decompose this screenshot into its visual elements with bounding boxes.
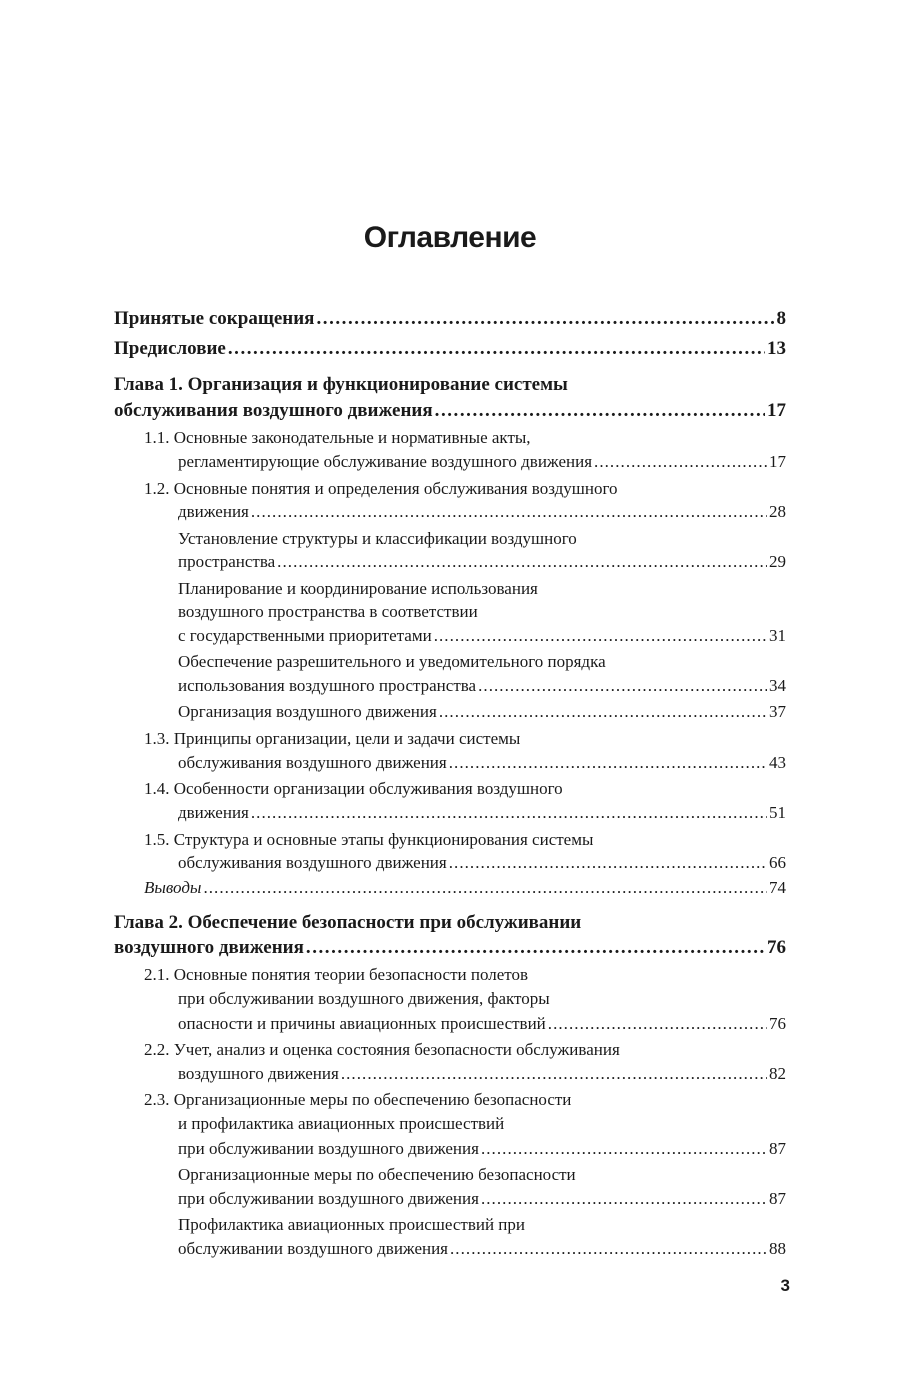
toc-entry-title: при обслуживании воздушного движения bbox=[178, 1139, 479, 1158]
dot-leader bbox=[449, 851, 767, 875]
toc-entry-title: опасности и причины авиационных происшествий bbox=[178, 1014, 546, 1033]
toc-entry-title: обслуживания воздушного движения bbox=[114, 400, 433, 421]
toc-entry-page: 74 bbox=[769, 878, 786, 897]
dot-leader bbox=[481, 1187, 767, 1211]
dot-leader bbox=[341, 1062, 767, 1086]
toc-entry[interactable] bbox=[178, 751, 786, 775]
toc-entry-page: 17 bbox=[767, 400, 786, 421]
toc-entry-title: с государственными приоритетами bbox=[178, 626, 432, 645]
dot-leader bbox=[277, 550, 767, 574]
dot-leader bbox=[450, 1237, 767, 1261]
toc-entry-title: при обслуживании воздушного движения bbox=[178, 1189, 479, 1208]
toc-entry-page: 31 bbox=[769, 626, 786, 645]
dot-leader bbox=[481, 1137, 767, 1161]
toc-entry-title: воздушного движения bbox=[114, 937, 304, 958]
toc-entry-page: 43 bbox=[769, 753, 786, 772]
dot-leader bbox=[251, 500, 767, 524]
toc-entry-page: 34 bbox=[769, 676, 786, 695]
toc-line: при обслуживании воздушного движения, факторы bbox=[178, 989, 550, 1008]
toc-entry[interactable] bbox=[178, 801, 786, 825]
toc-entry-title: движения bbox=[178, 502, 249, 521]
toc-line: 1.3. Принципы организации, цели и задачи системы bbox=[144, 729, 521, 748]
toc-line: и профилактика авиационных происшествий bbox=[178, 1114, 505, 1133]
toc-chapter-title: Глава 2. Обеспечение безопасности при обслуживании bbox=[114, 912, 582, 933]
dot-leader bbox=[434, 624, 767, 648]
toc-entry-page: 28 bbox=[769, 502, 786, 521]
toc-entry[interactable] bbox=[178, 1187, 786, 1211]
toc-line: 2.1. Основные понятия теории безопасности полетов bbox=[144, 965, 529, 984]
dot-leader bbox=[594, 450, 767, 474]
toc-line: 1.1. Основные законодательные и нормативные акты, bbox=[144, 428, 531, 447]
toc-entry[interactable] bbox=[178, 624, 786, 648]
toc-line: 1.2. Основные понятия и определения обслуживания воздушного bbox=[144, 479, 618, 498]
toc-entry-title: Организация воздушного движения bbox=[178, 702, 437, 721]
toc-entry-page: 13 bbox=[767, 338, 786, 359]
toc-entry-page: 87 bbox=[769, 1189, 786, 1208]
toc-line: 2.2. Учет, анализ и оценка состояния безопасности обслуживания bbox=[144, 1040, 620, 1059]
toc-entry[interactable] bbox=[114, 337, 786, 361]
toc-entry-title: использования воздушного пространства bbox=[178, 676, 477, 695]
toc-entry[interactable] bbox=[178, 1137, 786, 1161]
page-title: Оглавление bbox=[363, 221, 537, 254]
toc-entry-page: 8 bbox=[776, 308, 786, 329]
toc-line: Организационные меры по обеспечению безопасности bbox=[178, 1165, 576, 1184]
toc-entry-title: пространства bbox=[178, 552, 276, 571]
toc-entry[interactable] bbox=[114, 307, 786, 331]
toc-entry-title: Предисловие bbox=[114, 338, 226, 359]
toc-entry-title: Выводы bbox=[144, 878, 202, 897]
toc-line: 1.4. Особенности организации обслуживания воздушного bbox=[144, 779, 563, 798]
dot-leader bbox=[478, 674, 767, 698]
toc-line: Профилактика авиационных происшествий при bbox=[178, 1215, 525, 1234]
dot-leader bbox=[306, 936, 765, 960]
toc-entry[interactable] bbox=[178, 500, 786, 524]
dot-leader bbox=[316, 307, 774, 331]
toc-entry[interactable] bbox=[178, 550, 786, 574]
toc-entry-title: воздушного движения bbox=[178, 1064, 339, 1083]
dot-leader bbox=[203, 876, 767, 900]
toc-entry[interactable] bbox=[178, 674, 786, 698]
toc-entry-page: 37 bbox=[769, 702, 786, 721]
toc-entry[interactable] bbox=[178, 700, 786, 724]
toc-entry[interactable] bbox=[178, 851, 786, 875]
toc-entry[interactable] bbox=[178, 450, 786, 474]
toc-entry-page: 29 bbox=[769, 552, 786, 571]
toc-line: воздушного пространства в соответствии bbox=[178, 602, 478, 621]
toc-entry[interactable] bbox=[178, 1062, 786, 1086]
toc-entry-page: 88 bbox=[769, 1239, 786, 1258]
toc-entry-title: движения bbox=[178, 803, 249, 822]
toc-entry[interactable] bbox=[178, 1237, 786, 1261]
toc-entry-page: 82 bbox=[769, 1064, 786, 1083]
dot-leader bbox=[228, 337, 765, 361]
toc-entry-title: обслуживания воздушного движения bbox=[178, 853, 447, 872]
toc-entry-title: Принятые сокращения bbox=[114, 308, 315, 329]
dot-leader bbox=[449, 751, 767, 775]
dot-leader bbox=[439, 700, 767, 724]
page-number: 3 bbox=[780, 1276, 790, 1295]
toc-entry[interactable] bbox=[114, 399, 786, 423]
toc-entry-page: 76 bbox=[769, 1014, 786, 1033]
dot-leader bbox=[548, 1012, 767, 1036]
toc-line: Установление структуры и классификации воздушного bbox=[178, 529, 577, 548]
toc-line: Планирование и координирование использования bbox=[178, 579, 538, 598]
toc-entry[interactable] bbox=[178, 1012, 786, 1036]
dot-leader bbox=[435, 399, 765, 423]
toc-entry[interactable] bbox=[144, 876, 786, 900]
toc-chapter-title: Глава 1. Организация и функционирование системы bbox=[114, 374, 568, 395]
toc-entry-page: 76 bbox=[767, 937, 786, 958]
toc-line: 1.5. Структура и основные этапы функционирования системы bbox=[144, 830, 594, 849]
toc-entry-title: обслуживании воздушного движения bbox=[178, 1239, 448, 1258]
toc-entry-page: 51 bbox=[769, 803, 786, 822]
toc-entry-page: 87 bbox=[769, 1139, 786, 1158]
toc-entry-page: 17 bbox=[769, 452, 786, 471]
toc-line: Обеспечение разрешительного и уведомительного порядка bbox=[178, 652, 606, 671]
toc-line: 2.3. Организационные меры по обеспечению безопасности bbox=[144, 1090, 572, 1109]
toc-entry-title: обслуживания воздушного движения bbox=[178, 753, 447, 772]
toc-entry-page: 66 bbox=[769, 853, 786, 872]
dot-leader bbox=[251, 801, 767, 825]
toc-entry-title: регламентирующие обслуживание воздушного движения bbox=[178, 452, 593, 471]
toc-entry[interactable] bbox=[114, 936, 786, 960]
